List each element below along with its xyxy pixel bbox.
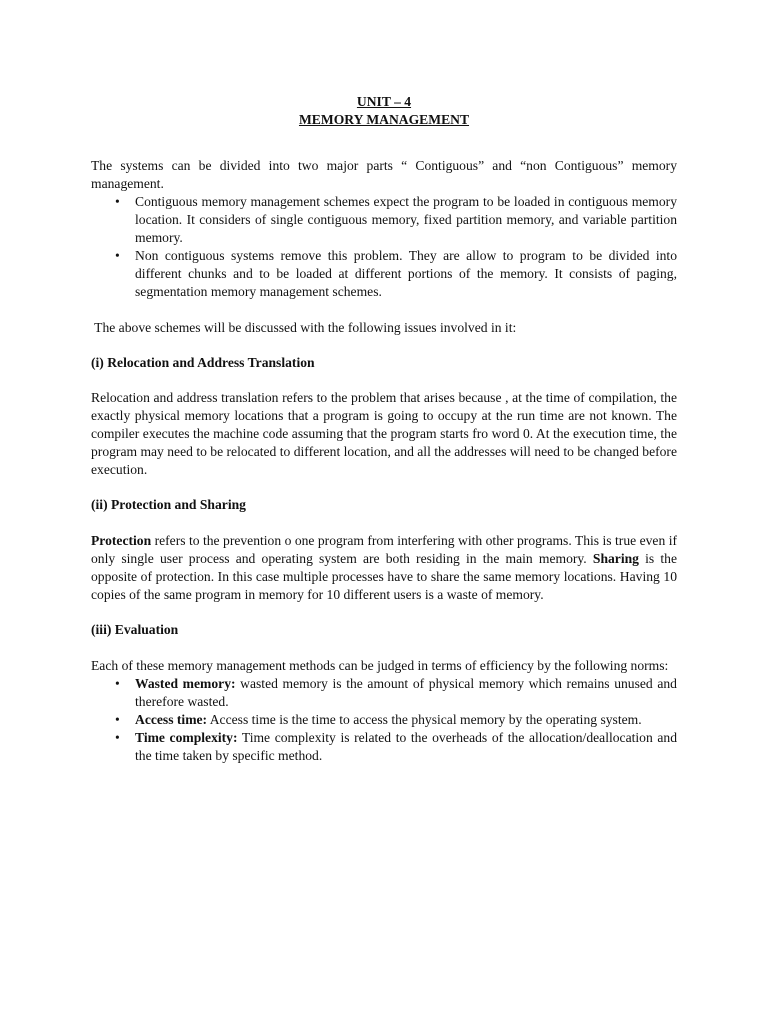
sharing-text: is the opposite of protection. In this case multiple processes have to share the same memory locations. Having 10 copies of the same program in memory for 10 different users is a waste of memory. — [91, 551, 677, 602]
norm-text: Access time is the time to access the physical memory by the operating system. — [207, 712, 642, 727]
relocation-paragraph: Relocation and address translation refers to the problem that arises because , at the time of compilation, the exactly physical memory locations that a program is going to occupy at the run time are not known. The compiler executes the machine code assuming that the program starts fro word 0. At the execution time, the program may need to be relocated to different location, and all the addresses will need to be changed before execution. — [91, 390, 677, 477]
document-page — [91, 93, 677, 765]
intro-paragraph: The systems can be divided into two major parts “ Contiguous” and “non Contiguous” memory management. — [91, 158, 677, 191]
list-item — [91, 711, 677, 729]
page-title: MEMORY MANAGEMENT — [298, 112, 470, 127]
intro-bullet-list — [91, 193, 677, 301]
protection-sharing-paragraph — [91, 532, 677, 604]
list-item-text: Non contiguous systems remove this problem. They are allow to program to be divided into different chunks and to be loaded at different portions of the memory. It consists of paging, segmentation memory management schemes. — [135, 248, 677, 299]
norm-text: wasted memory is the amount of physical memory which remains unused and therefore wasted. — [135, 676, 677, 709]
norm-text: Time complexity is related to the overheads of the allocation/deallocation and the time taken by specific method. — [135, 730, 677, 763]
list-item — [91, 247, 677, 301]
sharing-term: Sharing — [592, 551, 639, 566]
list-item — [91, 193, 677, 247]
section-heading-protection: (ii) Protection and Sharing — [91, 497, 246, 512]
bullet-icon: • — [115, 712, 120, 727]
protection-text: refers to the prevention o one program from interfering with other programs. This is true even if only single user process and operating system are both residing in the main memory. — [91, 533, 677, 566]
list-item — [91, 729, 677, 765]
section-heading-evaluation: (iii) Evaluation — [91, 622, 179, 637]
norm-term: Time complexity: — [135, 730, 238, 745]
protection-term: Protection — [91, 533, 152, 548]
norm-term: Wasted memory: — [135, 676, 236, 691]
section-heading-relocation: (i) Relocation and Address Translation — [91, 355, 315, 370]
schemes-intro-line: The above schemes will be discussed with the following issues involved in it: — [91, 320, 517, 335]
evaluation-norms-list — [91, 675, 677, 765]
bullet-icon: • — [115, 676, 120, 691]
bullet-icon: • — [115, 248, 120, 263]
unit-number: UNIT – 4 — [356, 94, 412, 109]
evaluation-paragraph: Each of these memory management methods can be judged in terms of efficiency by the following norms: — [91, 658, 669, 673]
norm-term: Access time: — [135, 712, 208, 727]
list-item-text: Contiguous memory management schemes expect the program to be loaded in contiguous memory location. It considers of single contiguous memory, fixed partition memory, and variable partition memory. — [135, 194, 677, 245]
list-item — [91, 675, 677, 711]
bullet-icon: • — [115, 730, 120, 745]
bullet-icon: • — [115, 194, 120, 209]
